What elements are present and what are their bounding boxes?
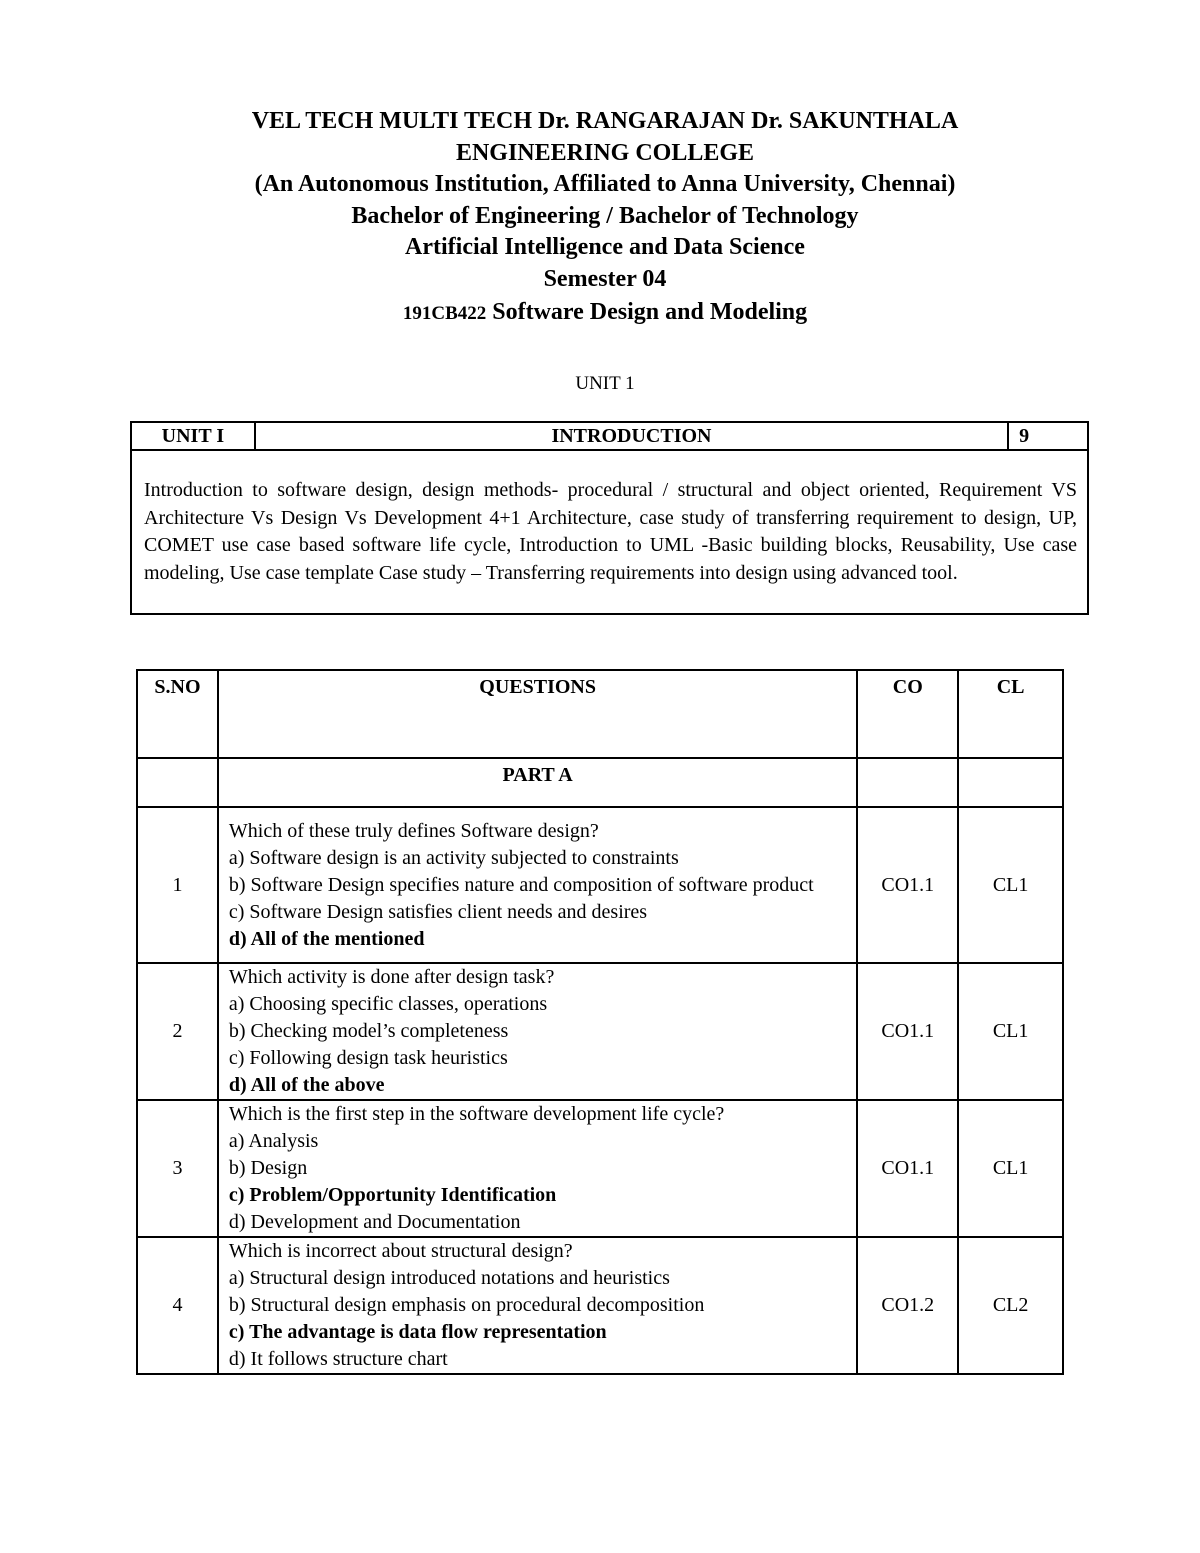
course-code: 191CB422 (402, 303, 487, 324)
option-d: d) It follows structure chart (228, 1348, 448, 1370)
course-outcome: CO1.2 (857, 1237, 958, 1374)
header-sno: S.NO (137, 670, 218, 758)
question-cell (218, 1237, 857, 1374)
question-cell (218, 1100, 857, 1237)
syllabus-table (130, 421, 1089, 615)
college-name-line-1: VEL TECH MULTI TECH Dr. RANGARAJAN Dr. SAKUNTHALA (251, 108, 959, 134)
option-b: b) Checking model’s completeness (228, 1020, 509, 1042)
question-text: Which activity is done after design task? (228, 966, 555, 988)
document-header (100, 106, 1110, 330)
part-empty-cell (857, 758, 958, 807)
option-d: d) All of the mentioned (228, 927, 425, 950)
department-line: Artificial Intelligence and Data Science (405, 234, 805, 260)
table-row (137, 1100, 1063, 1237)
part-a-row (137, 758, 1063, 807)
option-b: b) Design (228, 1157, 308, 1179)
syllabus-content: Introduction to software design, design methods- procedural / structural and object oriented, Requirement VS Architecture Vs Design Vs Development 4+1 Architecture, case study of transferring requirement to design, UP, COMET use case based software life cycle, Introduction to UML -Basic building blocks, Reusability, Use case modeling, Use case template Case study – Transferring requirements into design using advanced tool. (131, 450, 1088, 614)
part-empty-cell (958, 758, 1063, 807)
option-c: c) The advantage is data flow representation (228, 1321, 607, 1343)
syllabus-unit-label: UNIT I (131, 422, 255, 450)
question-text: Which is incorrect about structural design? (228, 1240, 573, 1262)
cognitive-level: CL2 (958, 1237, 1063, 1374)
question-text: Which is the first step in the software development life cycle? (228, 1103, 725, 1125)
cognitive-level: CL1 (958, 807, 1063, 963)
course-outcome: CO1.1 (857, 1100, 958, 1237)
part-label: PART A (218, 758, 857, 807)
semester-line: Semester 04 (543, 265, 667, 292)
syllabus-header-row (131, 422, 1088, 450)
question-number: 1 (137, 807, 218, 963)
question-text: Which of these truly defines Software design? (228, 819, 599, 842)
option-b: b) Software Design specifies nature and composition of software product (228, 873, 814, 896)
table-row (137, 807, 1063, 963)
questions-header-row (137, 670, 1063, 758)
question-number: 4 (137, 1237, 218, 1374)
option-a: a) Analysis (228, 1130, 319, 1152)
syllabus-topic: INTRODUCTION (255, 422, 1008, 450)
syllabus-content-row (131, 450, 1088, 614)
course-line (100, 297, 1110, 330)
header-co: CO (857, 670, 958, 758)
option-d: d) Development and Documentation (228, 1211, 521, 1233)
option-b: b) Structural design emphasis on procedural decomposition (228, 1294, 705, 1316)
option-a: a) Structural design introduced notations and heuristics (228, 1267, 670, 1289)
college-name-line-2: ENGINEERING COLLEGE (455, 139, 755, 166)
question-number: 2 (137, 963, 218, 1100)
unit-title: UNIT 1 (575, 373, 635, 394)
option-c: c) Following design task heuristics (228, 1047, 508, 1069)
header-cl: CL (958, 670, 1063, 758)
question-number: 3 (137, 1100, 218, 1237)
option-a: a) Choosing specific classes, operations (228, 993, 548, 1015)
option-c: c) Software Design satisfies client needs and desires (228, 900, 648, 923)
affiliation-line: (An Autonomous Institution, Affiliated to Anna University, Chennai) (254, 171, 956, 197)
course-outcome: CO1.1 (857, 807, 958, 963)
syllabus-hours: 9 (1008, 422, 1088, 450)
option-c: c) Problem/Opportunity Identification (228, 1184, 557, 1206)
course-name: Software Design and Modeling (492, 299, 808, 325)
part-empty-cell (137, 758, 218, 807)
question-cell (218, 963, 857, 1100)
course-outcome: CO1.1 (857, 963, 958, 1100)
table-row (137, 963, 1063, 1100)
table-row (137, 1237, 1063, 1374)
questions-table (136, 669, 1064, 1375)
degree-line: Bachelor of Engineering / Bachelor of Technology (351, 202, 859, 229)
question-cell (218, 807, 857, 963)
cognitive-level: CL1 (958, 963, 1063, 1100)
option-a: a) Software design is an activity subjected to constraints (228, 846, 679, 869)
header-questions: QUESTIONS (218, 670, 857, 758)
cognitive-level: CL1 (958, 1100, 1063, 1237)
option-d: d) All of the above (228, 1074, 385, 1096)
